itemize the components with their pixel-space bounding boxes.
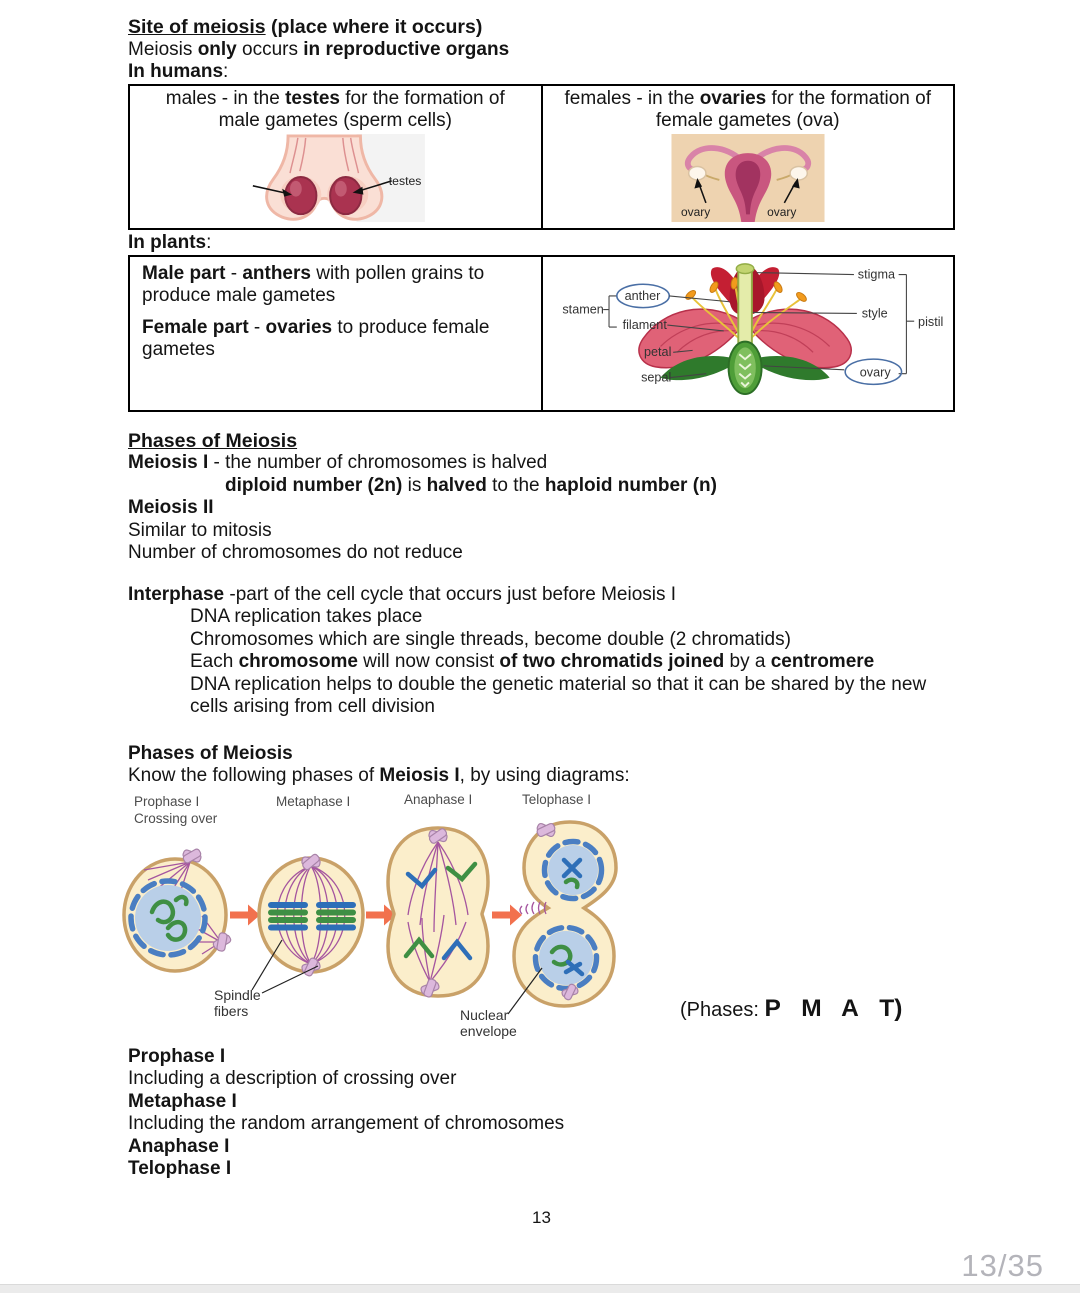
flower-label-sepal: sepal (640, 369, 672, 384)
phases-heading: Phases of Meiosis (128, 429, 298, 452)
metaphase-title: Metaphase I (128, 1090, 237, 1112)
flower-label-petal: petal (643, 344, 672, 359)
interphase-intro: Interphase -part of the cell cycle that occurs just before Meiosis I (128, 583, 677, 605)
testes-illustration (144, 134, 527, 229)
in-humans-label: In humans: (128, 61, 229, 82)
ovary-right-label: ovary (766, 204, 797, 219)
label-telophase: Telophase I (522, 791, 592, 807)
flower-diagram-cell (542, 256, 955, 411)
arrow-3 (492, 904, 522, 925)
prophase-cell (124, 844, 235, 971)
flower-label-ovary: ovary (859, 365, 891, 380)
telophase-cells (514, 817, 616, 1005)
ovaries-illustration (557, 134, 940, 229)
meiosis1-line: Meiosis I - the number of chromosomes is halved (128, 452, 548, 473)
interphase-point: DNA replication helps to double the genetic material so that it can be shared by the new cells arising from cell division (190, 673, 927, 717)
meiosis-phases-diagram (118, 790, 1058, 1046)
viewer-page-indicator: 13/35 (961, 1247, 1044, 1283)
nuclear-envelope-label-line1: Nuclear (460, 1006, 509, 1023)
plants-table (128, 255, 955, 412)
interphase-point: Each chromosome will now consist of two chromatids joined by a centromere (190, 651, 875, 672)
flower-label-filament: filament (622, 317, 667, 332)
metaphase-cell (259, 851, 363, 978)
flower-label-style: style (861, 305, 888, 320)
prophase-title: Prophase I (128, 1045, 226, 1067)
diploid-line: diploid number (2n) is halved to the haploid number (n) (225, 474, 717, 496)
pistil-bracket (898, 274, 914, 373)
males-text: males - in the testes for the formation of male gametes (sperm cells) (165, 87, 505, 131)
humans-table (128, 84, 955, 231)
phase-descriptions (128, 1046, 955, 1181)
phases-heading-2: Phases of Meiosis (128, 742, 293, 764)
stamen-bracket (603, 295, 617, 326)
phases-pmat-note: (Phases: P M A T) (680, 994, 903, 1022)
spindle-fibers-label-line2: fibers (214, 1002, 249, 1019)
page-number: 13 (532, 1207, 551, 1227)
know-line: Know the following phases of Meiosis I, by using diagrams: (128, 765, 630, 786)
label-prophase: Prophase I (134, 793, 200, 809)
flower-illustration (547, 259, 949, 397)
meiosis-only-line: Meiosis only occurs in reproductive organs (128, 38, 510, 60)
ovary-left-label: ovary (680, 204, 710, 219)
arrow-1 (230, 904, 260, 925)
flower-label-pistil: pistil (917, 314, 944, 329)
flower-label-anther: anther (624, 288, 661, 303)
label-crossing-over: Crossing over (134, 810, 218, 826)
male-part-text: Male part - anthers with pollen grains to produce male gametes (142, 262, 485, 306)
plant-parts-cell (129, 256, 542, 411)
meiosis2-line: Meiosis II (128, 497, 214, 518)
spindle-fibers-label-line1: Spindle (214, 986, 261, 1003)
prophase-desc: Including a description of crossing over (128, 1068, 457, 1089)
males-cell (129, 85, 542, 230)
interphase-point: Chromosomes which are single threads, become double (2 chromatids) (190, 628, 791, 650)
site-of-meiosis-heading: Site of meiosis (place where it occurs) (128, 16, 483, 38)
label-anaphase: Anaphase I (404, 791, 473, 807)
interphase-point: DNA replication takes place (190, 606, 423, 627)
testes-image-label: testes (389, 173, 422, 188)
label-metaphase: Metaphase I (276, 793, 351, 809)
nuclear-envelope-label-line2: envelope (460, 1022, 517, 1039)
anaphase-title: Anaphase I (128, 1135, 230, 1157)
similar-line: Similar to mitosis (128, 519, 272, 541)
females-text: females - in the ovaries for the formation of female gametes (ova) (564, 87, 931, 131)
telophase-title: Telophase I (128, 1158, 232, 1179)
anaphase-cell (388, 824, 488, 999)
females-cell (542, 85, 955, 230)
flower-label-stamen: stamen (562, 301, 604, 316)
metaphase-desc: Including the random arrangement of chromosomes (128, 1113, 565, 1134)
flower-label-stigma: stigma (857, 266, 895, 281)
female-part-text: Female part - ovaries to produce female gametes (142, 316, 490, 360)
viewer-bottom-edge (0, 1284, 1080, 1293)
in-plants-label: In plants: (128, 232, 212, 253)
number-line: Number of chromosomes do not reduce (128, 542, 463, 563)
meiosis-diagram-illustration (118, 790, 663, 1042)
